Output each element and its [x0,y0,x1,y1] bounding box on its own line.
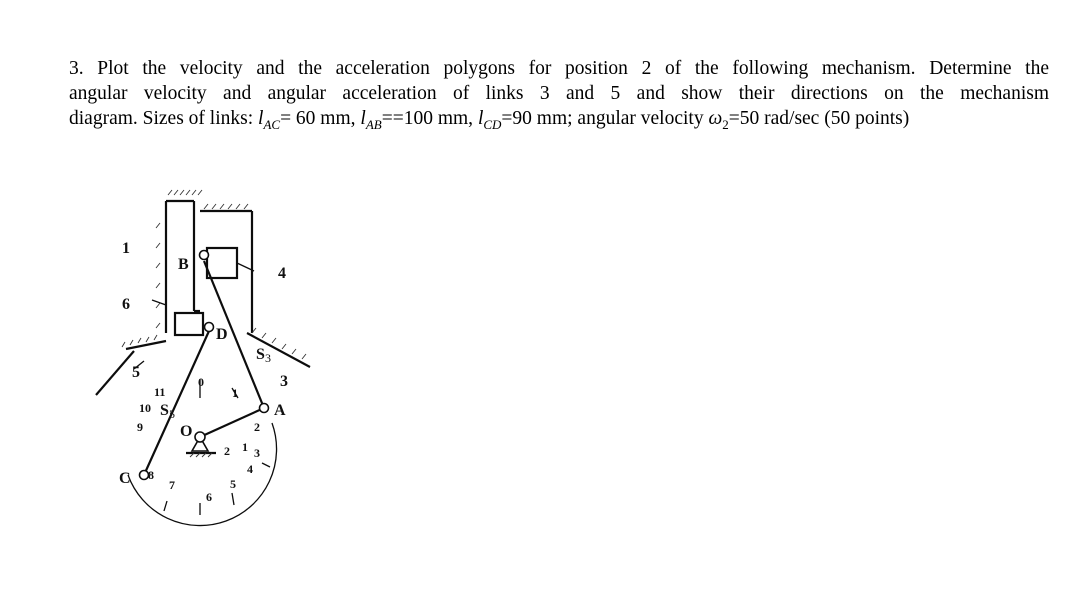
label-O: O [180,423,193,440]
label-link-3: 3 [280,373,288,390]
lcd-value: =90 mm; angular velocity [501,108,709,129]
label-pos-8: 8 [148,468,154,482]
label-S5-sub: 5 [169,407,175,421]
mechanism-figure [82,183,352,533]
problem-line-3 [69,106,1049,137]
label-S5: S [160,402,169,419]
lac-symbol: l [258,108,264,129]
label-C: C [119,470,131,487]
label-pos-3: 3 [254,446,260,460]
label-link-5: 5 [132,364,140,381]
omega-subscript: 2 [722,116,729,132]
label-pos-7: 7 [169,478,175,492]
label-link-4: 4 [278,265,286,282]
label-pos-6: 6 [206,490,212,504]
joint-O [195,432,205,442]
label-pos-1b: 1 [242,440,248,454]
label-S3-sub: 3 [265,351,271,365]
label-pos-2: 2 [254,420,260,434]
lcd-symbol: l [477,108,484,129]
label-pos-9: 9 [137,420,143,434]
label-B: B [178,256,189,273]
omega-symbol: ω [708,108,723,129]
label-pos-11: 11 [154,385,166,399]
line3-intro: diagram. Sizes of links: [69,108,259,129]
lac-subscript: AC [263,116,281,132]
lab-value: ==100 mm, [381,108,478,129]
label-pos-2b: 2 [224,444,230,458]
joint-D [205,323,214,332]
lab-subscript: AB [365,116,382,132]
label-pos-4: 4 [247,462,253,476]
joint-A [260,404,269,413]
problem-line-2: angular velocity and angular acceleration of links 3 and 5 and show their directions on the mechanism [69,83,1049,104]
joint-B [200,251,209,260]
label-link-6: 6 [122,296,130,313]
label-pos-5: 5 [230,477,236,491]
label-A: A [274,402,286,419]
label-pos-0: 0 [198,375,204,389]
label-D: D [216,326,228,343]
lac-value: = 60 mm, [280,108,361,129]
label-S3: S [256,346,265,363]
omega-value: =50 rad/sec (50 points) [728,108,910,129]
label-pos-10: 10 [139,401,151,415]
lcd-subscript: CD [483,116,502,132]
lab-symbol: l [360,108,366,129]
problem-statement [69,56,1049,137]
label-pos-1: 1 [232,386,238,400]
label-link-1: 1 [122,240,130,257]
problem-line-1: 3. Plot the velocity and the acceleration polygons for position 2 of the following mechanism. Determine the [69,58,1049,79]
mechanism-diagram [82,183,352,533]
